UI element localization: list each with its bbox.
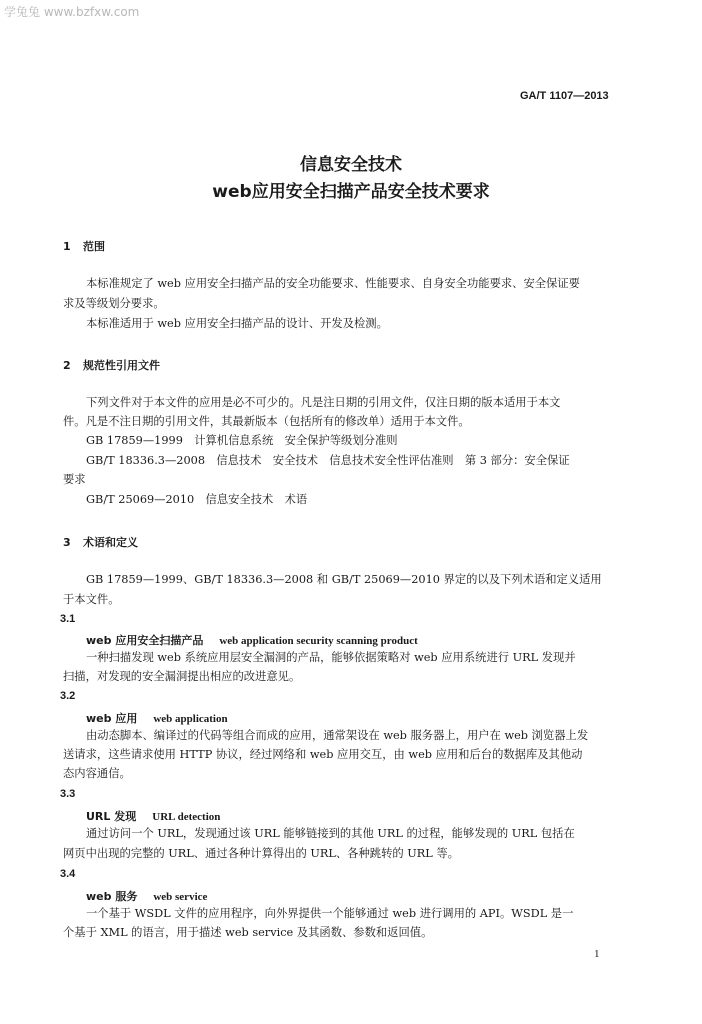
standard-code: GA/T 1107—2013: [520, 90, 609, 102]
section-title: 范围: [83, 240, 105, 253]
term-zh: web 应用安全扫描产品: [86, 634, 204, 647]
paragraph-line: 件。凡是不注日期的引用文件，其最新版本（包括所有的修改单）适用于本文件。: [63, 415, 470, 428]
definition-line: 网页中出现的完整的 URL、通过各种计算得出的 URL、各种跳转的 URL 等。: [63, 847, 459, 860]
page-number: 1: [594, 948, 600, 960]
term-number: 3.2: [60, 690, 76, 702]
reference-item: GB/T 18336.3—2008 信息技术 安全技术 信息技术安全性评估准则 第 3 部分：安全保证: [86, 454, 570, 467]
term-en: web application: [153, 713, 228, 725]
term-number: 3.4: [60, 868, 76, 880]
definition-line: 通过访问一个 URL，发现通过该 URL 能够链接到的其他 URL 的过程，能够发现的 URL 包括在: [86, 827, 575, 840]
term-zh: web 应用: [86, 712, 138, 725]
term-number: 3.1: [60, 613, 76, 625]
section-heading: [63, 238, 105, 254]
paragraph-line: 求及等级划分要求。: [63, 297, 165, 310]
reference-item: GB/T 25069—2010 信息安全技术 术语: [86, 493, 308, 506]
definition-line: 个基于 XML 的语言，用于描述 web service 及其函数、参数和返回值。: [63, 926, 433, 939]
document-title-line1: 信息安全技术: [300, 155, 402, 175]
definition-line: 一种扫描发现 web 系统应用层安全漏洞的产品，能够依据策略对 web 应用系统进行 URL 发现并: [86, 651, 576, 664]
term-number: 3.3: [60, 788, 76, 800]
term-title: [86, 710, 228, 726]
section-number: 3: [63, 536, 71, 549]
reference-item-continued: 要求: [63, 473, 86, 486]
section-title: 规范性引用文件: [83, 359, 160, 372]
definition-line: 由动态脚本、编译过的代码等组合而成的应用，通常架设在 web 服务器上，用户在 web 浏览器上发: [86, 729, 589, 742]
section-number: 2: [63, 359, 71, 372]
term-en: web application security scanning product: [219, 635, 418, 647]
section-heading: [63, 534, 138, 550]
reference-item: GB 17859—1999 计算机信息系统 安全保护等级划分准则: [86, 434, 398, 447]
term-title: [86, 888, 207, 904]
term-zh: web 服务: [86, 890, 138, 903]
document-title-line2: web应用安全扫描产品安全技术要求: [212, 182, 490, 202]
definition-line: 态内容通信。: [63, 767, 131, 780]
term-title: [86, 808, 220, 824]
term-en: URL detection: [152, 811, 221, 823]
definition-line: 一个基于 WSDL 文件的应用程序，向外界提供一个能够通过 web 进行调用的 API。WSDL 是一: [86, 907, 574, 920]
paragraph-line: 下列文件对于本文件的应用是必不可少的。凡是注日期的引用文件，仅注日期的版本适用于本文: [86, 396, 561, 409]
definition-line: 送请求，这些请求使用 HTTP 协议，经过网络和 web 应用交互，由 web 应用和后台的数据库及其他动: [63, 748, 583, 761]
term-en: web service: [153, 891, 208, 903]
paragraph-line: 于本文件。: [63, 593, 120, 606]
section-heading: [63, 357, 160, 373]
paragraph-line: GB 17859—1999、GB/T 18336.3—2008 和 GB/T 25069—2010 界定的以及下列术语和定义适用: [86, 573, 602, 586]
section-number: 1: [63, 240, 71, 253]
term-zh: URL 发现: [86, 810, 137, 823]
watermark: 学兔兔 www.bzfxw.com: [4, 5, 140, 19]
paragraph-line: 本标准规定了 web 应用安全扫描产品的安全功能要求、性能要求、自身安全功能要求、安全保证要: [86, 277, 580, 290]
definition-line: 扫描，对发现的安全漏洞提出相应的改进意见。: [63, 670, 301, 683]
term-title: [86, 632, 418, 648]
paragraph-line: 本标准适用于 web 应用安全扫描产品的设计、开发及检测。: [86, 317, 388, 330]
section-title: 术语和定义: [83, 536, 138, 549]
